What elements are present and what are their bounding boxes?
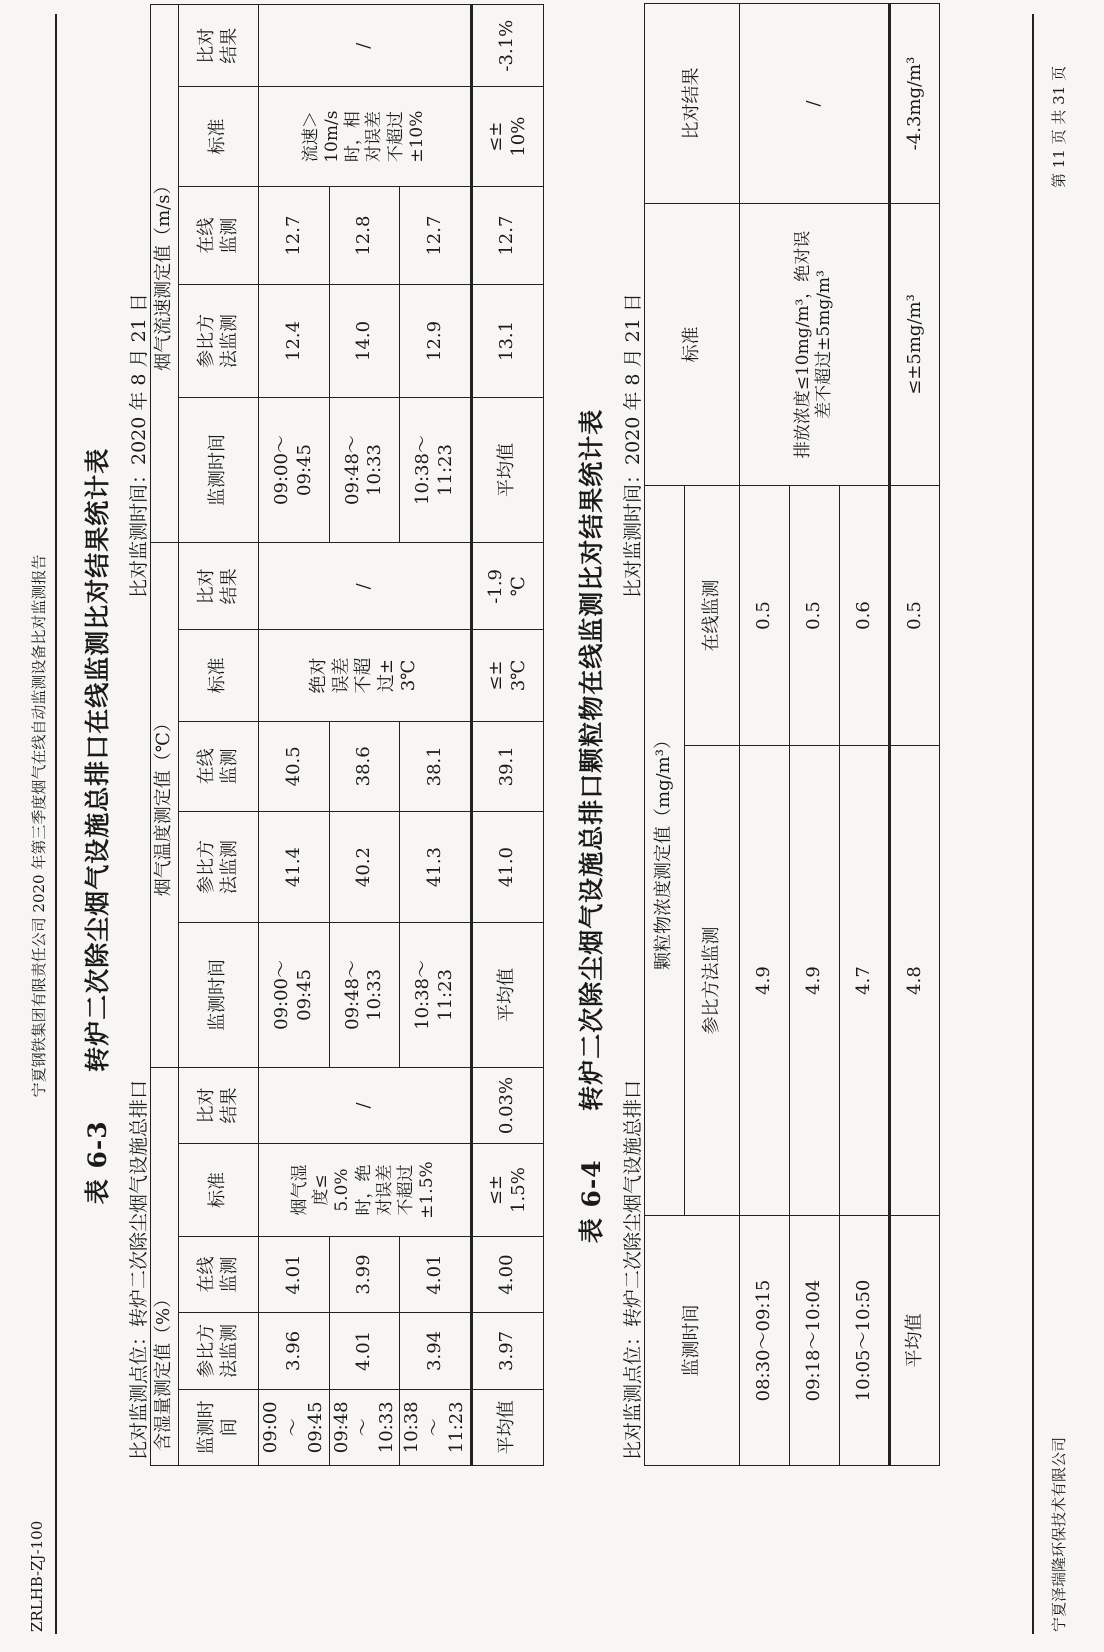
pm-col-std: 标准 [645, 203, 740, 485]
t-online: 38.6 [329, 721, 400, 811]
footer-company: 宁夏泽瑞隆环保技术有限公司 [1050, 1436, 1068, 1632]
m-time: 10:38～ 11:23 [400, 1389, 472, 1465]
m-online: 4.01 [400, 1236, 472, 1312]
f-time: 09:48～ 10:33 [329, 397, 400, 543]
t-ref: 41.4 [259, 811, 330, 922]
m-col-std: 标准 [179, 1144, 259, 1237]
m-col-result: 比对 结果 [179, 1067, 259, 1143]
t-col-std: 标准 [179, 630, 259, 721]
f-time: 09:00～ 09:45 [259, 397, 330, 543]
pm-col-ref: 参比方法监测 [685, 746, 740, 1216]
f-col-std: 标准 [179, 87, 259, 187]
f-ref: 14.0 [329, 285, 400, 397]
table64-caption-title: 转炉二次除尘烟气设施总排口颗粒物在线监测比对结果统计表 [577, 408, 606, 1111]
pm-online: 0.5 [790, 485, 840, 745]
t-col-online: 在线 监测 [179, 721, 259, 811]
t-time: 09:48～ 10:33 [329, 923, 400, 1068]
table64 [644, 3, 940, 1466]
f-avg-ref: 13.1 [471, 285, 543, 397]
t-ref: 40.2 [329, 811, 400, 922]
m-result: / [259, 1067, 472, 1143]
f-col-time: 监测时间 [179, 397, 259, 543]
f-avg-label: 平均值 [471, 397, 543, 543]
m-avg-std: ≤± 1.5% [471, 1144, 543, 1237]
t-col-time: 监测时间 [179, 923, 259, 1068]
f-avg-online: 12.7 [471, 186, 543, 284]
pm-avg-std: ≤±5mg/m³ [890, 203, 940, 485]
table64-point: 比对监测点位：转炉二次除尘烟气设施总排口 [622, 1079, 644, 1460]
footer-page: 第 11 页 共 31 页 [1050, 65, 1068, 188]
m-col-ref: 参比方 法监测 [179, 1313, 259, 1389]
pm-time: 09:18～10:04 [790, 1216, 840, 1466]
f-avg-result: -3.1% [471, 5, 543, 87]
pm-online: 0.5 [740, 485, 790, 745]
pm-col-result: 比对结果 [645, 3, 740, 203]
m-online: 4.01 [259, 1236, 330, 1312]
m-col-time: 监测时间 [179, 1389, 259, 1465]
t-time: 09:00～ 09:45 [259, 923, 330, 1068]
t-col-ref: 参比方 法监测 [179, 811, 259, 922]
table64-caption [572, 0, 608, 1652]
table63-caption [78, 0, 114, 1652]
pm-result: / [740, 3, 890, 203]
t-avg-online: 39.1 [471, 721, 543, 811]
table63-caption-no: 表 6-3 [83, 1120, 112, 1205]
pm-time: 08:30～09:15 [740, 1216, 790, 1466]
m-online: 3.99 [329, 1236, 400, 1312]
pm-online: 0.6 [840, 485, 890, 745]
m-ref: 4.01 [329, 1313, 400, 1389]
t-standard: 绝对 误差 不超 过± 3℃ [259, 630, 472, 721]
f-ref: 12.9 [400, 285, 472, 397]
table64-date: 比对监测时间：2020 年 8 月 21 日 [622, 293, 644, 598]
f-time: 10:38～ 11:23 [400, 397, 472, 543]
table-row [740, 3, 790, 1465]
t-time: 10:38～ 11:23 [400, 923, 472, 1068]
m-avg-ref: 3.97 [471, 1313, 543, 1389]
table64-caption-no: 表 6-4 [577, 1159, 606, 1244]
pm-avg-online: 0.5 [890, 485, 940, 745]
pm-avg-label: 平均值 [890, 1216, 940, 1466]
group-temperature: 烟气温度测定值（℃） [151, 543, 179, 1067]
t-result: / [259, 543, 472, 630]
m-col-online: 在线 监测 [179, 1236, 259, 1312]
f-online: 12.7 [400, 186, 472, 284]
report-header: 宁夏钢铁集团有限责任公司 2020 年第三季度烟气在线自动监测设备比对监测报告 [30, 554, 48, 1098]
footer-rule [1032, 14, 1034, 1634]
table63-point: 比对监测点位：转炉二次除尘烟气设施总排口 [128, 1079, 150, 1460]
header-rule [55, 14, 57, 1634]
f-col-ref: 参比方 法监测 [179, 285, 259, 397]
pm-avg-result: -4.3mg/m³ [890, 3, 940, 203]
table-row [329, 5, 400, 1466]
table-row [400, 5, 472, 1466]
f-avg-std: ≤± 10% [471, 87, 543, 187]
table63-date: 比对监测时间：2020 年 8 月 21 日 [128, 293, 150, 598]
table-row-average [471, 5, 543, 1466]
f-ref: 12.4 [259, 285, 330, 397]
t-online: 40.5 [259, 721, 330, 811]
pm-group: 颗粒物浓度测定值（mg/m³） [645, 485, 685, 1215]
m-avg-result: 0.03% [471, 1067, 543, 1143]
t-ref: 41.3 [400, 811, 472, 922]
group-flow: 烟气流速测定值（m/s） [151, 5, 179, 543]
pm-time: 10:05～10:50 [840, 1216, 890, 1466]
m-ref: 3.96 [259, 1313, 330, 1389]
t-avg-ref: 41.0 [471, 811, 543, 922]
pm-col-online: 在线监测 [685, 485, 740, 745]
m-avg-label: 平均值 [471, 1389, 543, 1465]
f-result: / [259, 5, 472, 87]
m-time: 09:00～ 09:45 [259, 1389, 330, 1465]
m-standard: 烟气湿 度≤ 5.0% 时，绝 对误差 不超过 ±1.5% [259, 1144, 472, 1237]
t-avg-label: 平均值 [471, 923, 543, 1068]
t-online: 38.1 [400, 721, 472, 811]
group-moisture: 含湿量测定值（%） [151, 1067, 179, 1465]
pm-ref: 4.9 [740, 746, 790, 1216]
t-avg-result: -1.9 ℃ [471, 543, 543, 630]
table-row-average [890, 3, 940, 1465]
m-time: 09:48～ 10:33 [329, 1389, 400, 1465]
m-avg-online: 4.00 [471, 1236, 543, 1312]
doc-id: ZRLHB-ZJ-100 [28, 1520, 46, 1632]
table63-caption-title: 转炉二次除尘烟气设施总排口在线监测比对结果统计表 [83, 447, 112, 1072]
f-standard: 流速＞ 10m/s 时，相 对误差 不超过 ±10% [259, 87, 472, 187]
t-avg-std: ≤± 3℃ [471, 630, 543, 721]
pm-col-time: 监测时间 [645, 1216, 740, 1466]
t-col-result: 比对 结果 [179, 543, 259, 630]
f-online: 12.7 [259, 186, 330, 284]
f-online: 12.8 [329, 186, 400, 284]
pm-avg-ref: 4.8 [890, 746, 940, 1216]
pm-ref: 4.9 [790, 746, 840, 1216]
table-row [259, 5, 330, 1466]
table63 [150, 4, 544, 1466]
f-col-result: 比对 结果 [179, 5, 259, 87]
f-col-online: 在线 监测 [179, 186, 259, 284]
pm-standard: 排放浓度≤10mg/m³，绝对误 差不超过±5mg/m³ [740, 203, 890, 485]
pm-ref: 4.7 [840, 746, 890, 1216]
m-ref: 3.94 [400, 1313, 472, 1389]
